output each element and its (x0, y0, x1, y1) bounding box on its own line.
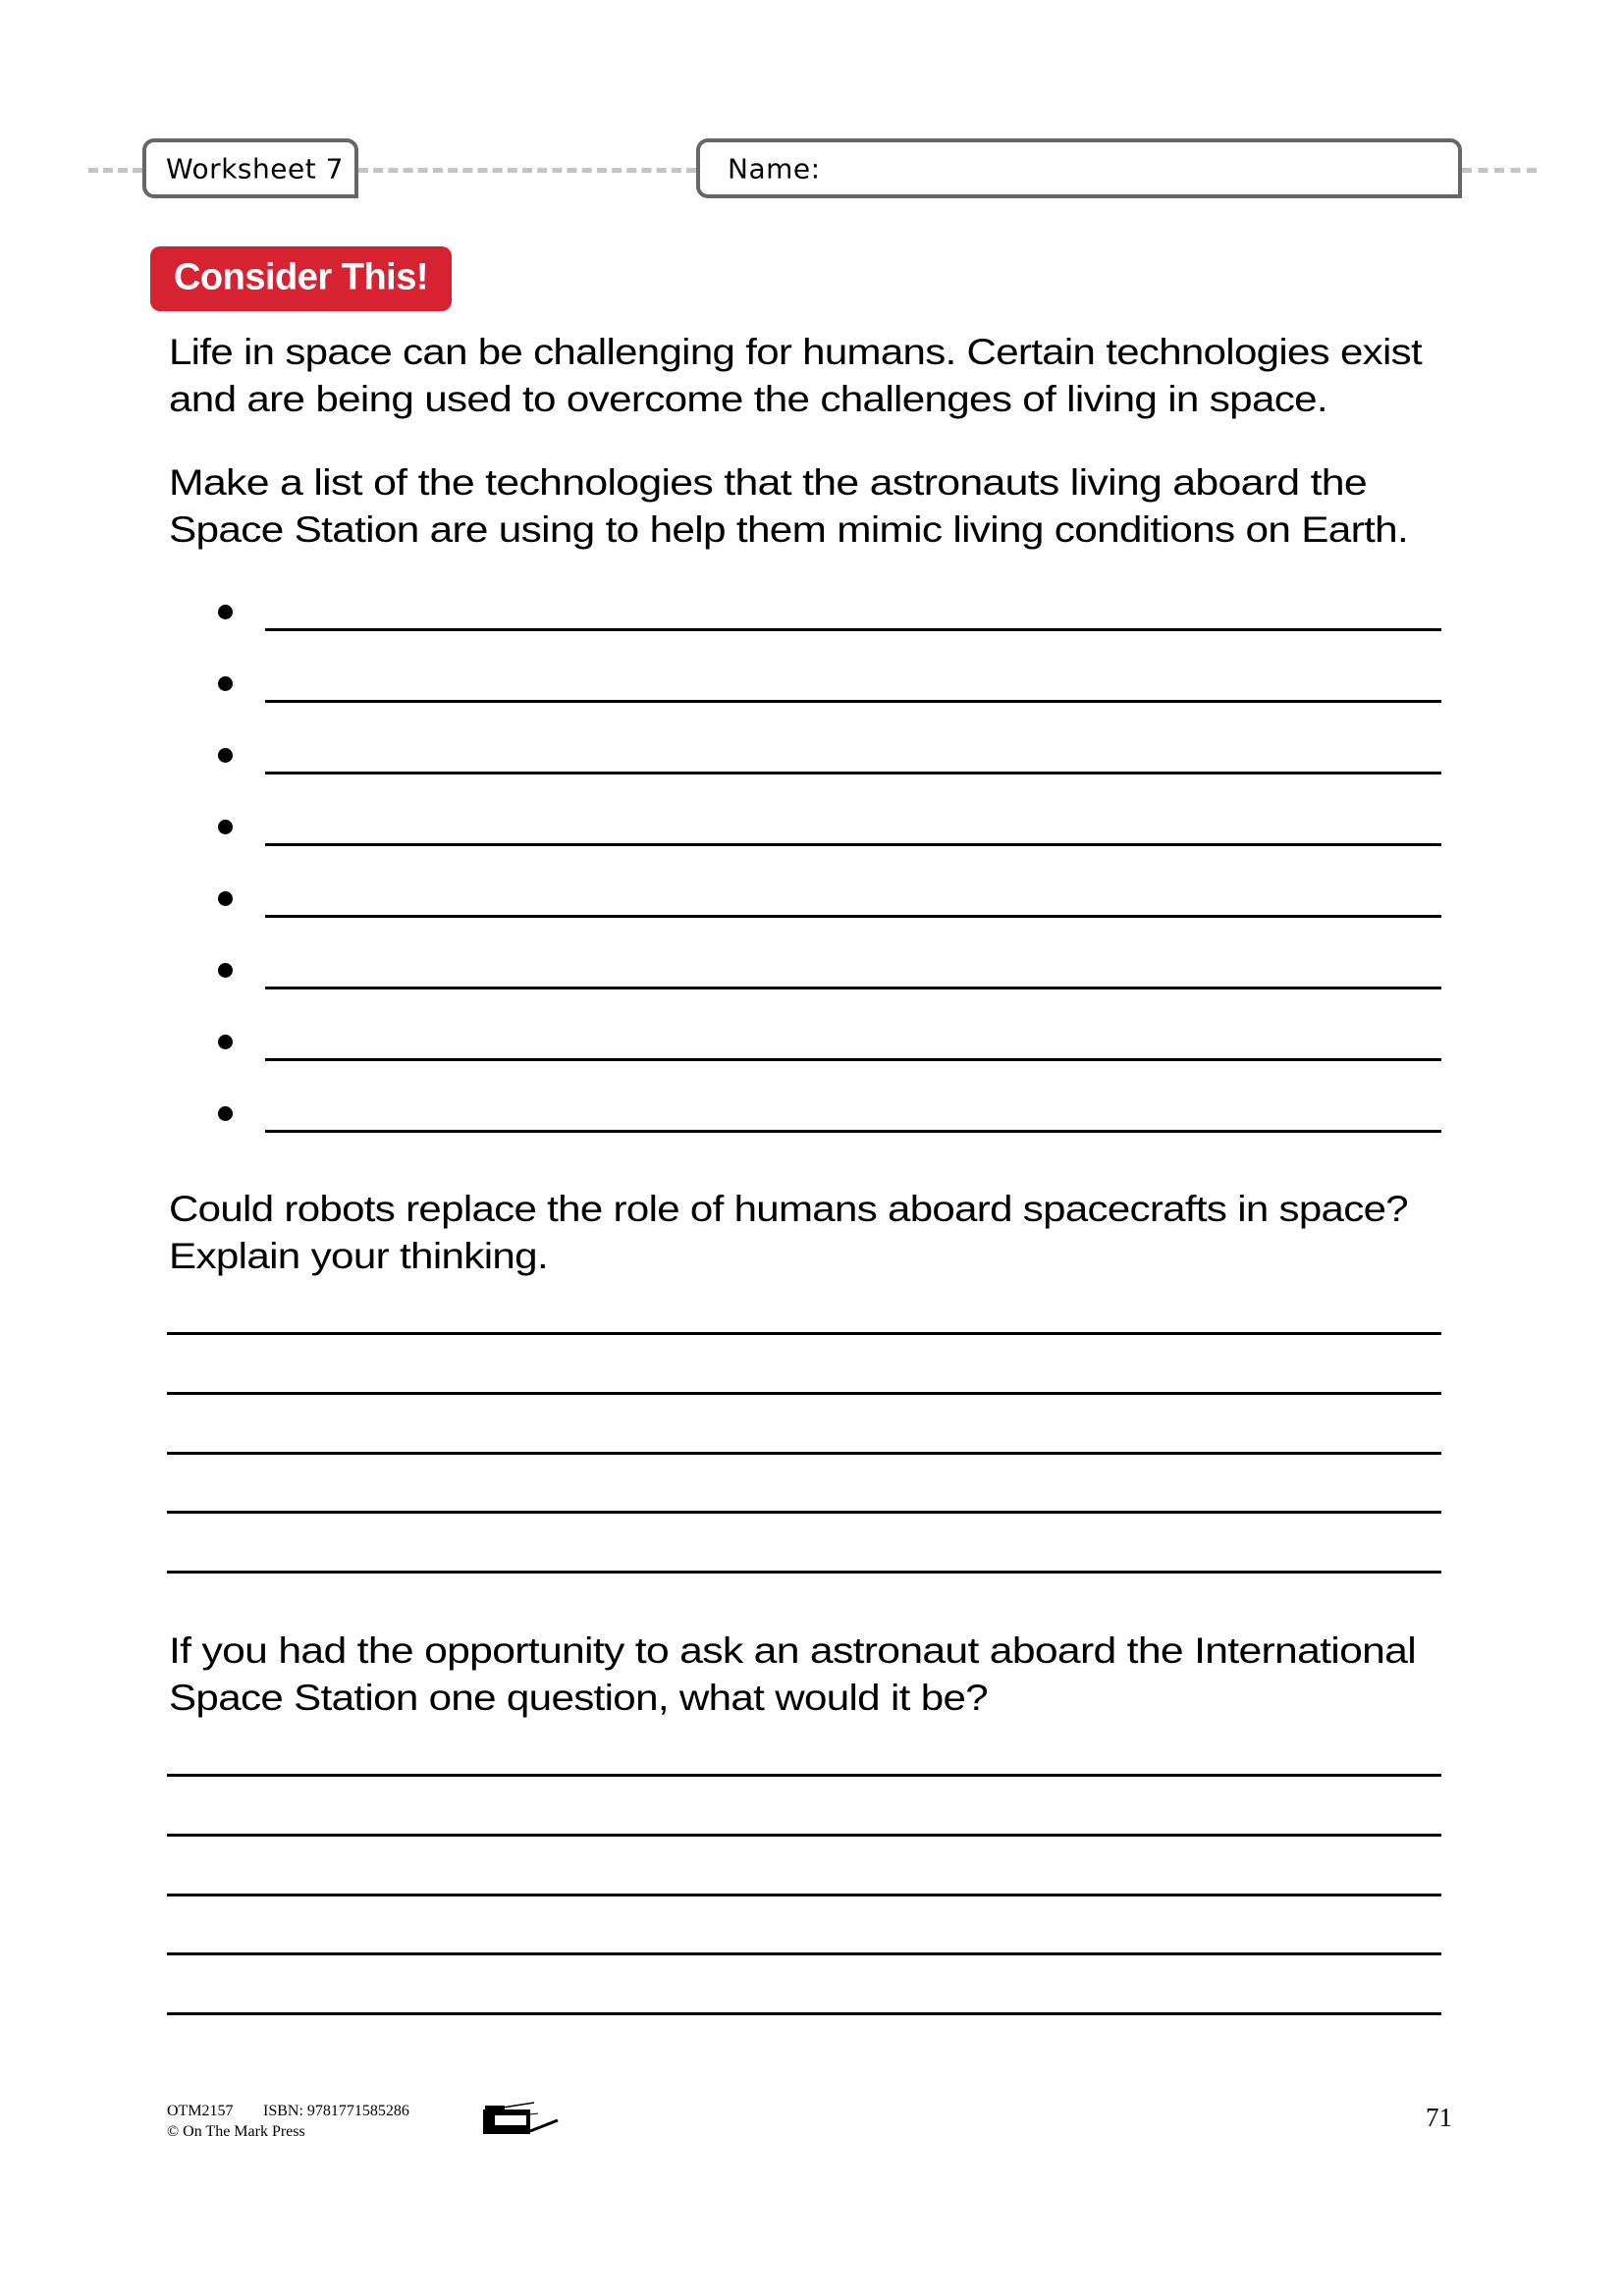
answer-line[interactable] (167, 1392, 1441, 1395)
bullet-icon (218, 1106, 233, 1121)
intro-line-1: Life in space can be challenging for humans. Certain technologies exist (169, 332, 1422, 372)
consider-this-badge (150, 246, 452, 311)
header-dash-right (1462, 168, 1537, 173)
answer-line[interactable] (265, 987, 1441, 989)
answer-line[interactable] (167, 1452, 1441, 1455)
worksheet-label: Worksheet 7 (166, 152, 344, 185)
bullet-icon (218, 963, 233, 978)
bullet-icon (218, 820, 233, 834)
page-number: 71 (1426, 2103, 1452, 2132)
answer-line[interactable] (167, 1834, 1441, 1837)
answer-line[interactable] (167, 1571, 1441, 1574)
answer-line[interactable] (265, 700, 1441, 703)
bullet-icon (218, 676, 233, 691)
header-dash-left (88, 168, 142, 173)
question-2-line-1: If you had the opportunity to ask an astronaut aboard the International (169, 1630, 1416, 1671)
question-1-line-1: Could robots replace the role of humans aboard spacecrafts in space? (169, 1189, 1408, 1229)
task-line-1: Make a list of the technologies that the astronauts living aboard the (169, 462, 1367, 503)
question-1-line-2: Explain your thinking. (169, 1236, 548, 1276)
answer-line[interactable] (265, 772, 1441, 774)
answer-line[interactable] (265, 1130, 1441, 1133)
name-field[interactable] (696, 138, 1462, 198)
answer-line[interactable] (167, 1511, 1441, 1514)
bullet-icon (218, 891, 233, 906)
question-2-line-2: Space Station one question, what would it be? (169, 1678, 989, 1718)
product-code: OTM2157 (167, 2103, 234, 2119)
worksheet-tab (142, 138, 358, 198)
answer-line[interactable] (167, 2012, 1441, 2015)
task-line-2: Space Station are using to help them mimic living conditions on Earth. (169, 509, 1409, 550)
answer-line[interactable] (265, 915, 1441, 918)
answer-line[interactable] (167, 1894, 1441, 1896)
name-label: Name: (728, 152, 821, 185)
consider-this-label: Consider This! (173, 256, 429, 298)
answer-line[interactable] (167, 1952, 1441, 1955)
intro-line-2: and are being used to overcome the challenges of living in space. (169, 379, 1327, 419)
answer-line[interactable] (265, 843, 1441, 846)
header-dash-middle (358, 168, 696, 173)
answer-line[interactable] (167, 1774, 1441, 1777)
answer-line[interactable] (265, 1058, 1441, 1061)
copier-icon (483, 2101, 560, 2136)
answer-line[interactable] (167, 1332, 1441, 1335)
copyright: © On The Mark Press (167, 2123, 305, 2140)
answer-line[interactable] (265, 628, 1441, 631)
bullet-icon (218, 1035, 233, 1049)
bullet-icon (218, 605, 233, 619)
bullet-icon (218, 748, 233, 763)
isbn: ISBN: 9781771585286 (263, 2103, 409, 2119)
